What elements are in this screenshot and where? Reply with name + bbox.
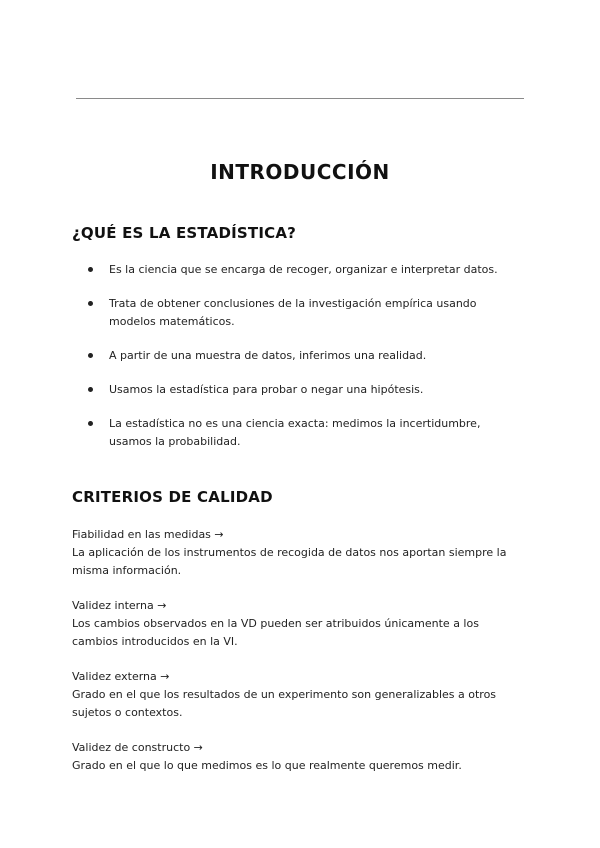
- list-item-text: Trata de obtener conclusiones de la investigación empírica usando modelos matemáticos.: [109, 297, 477, 328]
- section-heading-estadistica: ¿QUÉ ES LA ESTADÍSTICA?: [72, 224, 297, 242]
- criterion-validez-externa: [72, 668, 517, 722]
- criterion-label: Validez interna →: [72, 599, 167, 612]
- bullet-icon: [88, 353, 93, 358]
- criterion-validez-constructo: [72, 739, 517, 775]
- list-item: [72, 415, 512, 451]
- bullet-icon: [88, 421, 93, 426]
- criterion-description: Grado en el que los resultados de un experimento son generalizables a otros sujetos o contextos.: [72, 688, 497, 719]
- criteria-list: [72, 526, 517, 792]
- list-item: [72, 295, 512, 331]
- list-item: [72, 347, 512, 365]
- criterion-validez-interna: [72, 597, 517, 651]
- bullet-icon: [88, 387, 93, 392]
- page-title: INTRODUCCIÓN: [210, 160, 390, 184]
- list-item-text: La estadística no es una ciencia exacta: medimos la incertidumbre, usamos la probabilidad.: [109, 417, 481, 448]
- bullet-icon: [88, 301, 93, 306]
- criterion-description: Grado en el que lo que medimos es lo que realmente queremos medir.: [72, 759, 462, 772]
- definition-bullet-list: [72, 261, 512, 467]
- criterion-description: La aplicación de los instrumentos de recogida de datos nos aportan siempre la misma información.: [72, 546, 507, 577]
- criterion-description: Los cambios observados en la VD pueden ser atribuidos únicamente a los cambios introducidos en la VI.: [72, 617, 479, 648]
- list-item: [72, 261, 512, 279]
- bullet-icon: [88, 267, 93, 272]
- section-heading-criterios: CRITERIOS DE CALIDAD: [72, 488, 273, 506]
- list-item-text: A partir de una muestra de datos, inferimos una realidad.: [109, 349, 427, 362]
- top-divider: [76, 98, 524, 99]
- criterion-fiabilidad: [72, 526, 517, 580]
- criterion-label: Validez externa →: [72, 670, 170, 683]
- list-item-text: Usamos la estadística para probar o negar una hipótesis.: [109, 383, 424, 396]
- list-item-text: Es la ciencia que se encarga de recoger, organizar e interpretar datos.: [109, 263, 498, 276]
- criterion-label: Fiabilidad en las medidas →: [72, 528, 224, 541]
- criterion-label: Validez de constructo →: [72, 741, 203, 754]
- list-item: [72, 381, 512, 399]
